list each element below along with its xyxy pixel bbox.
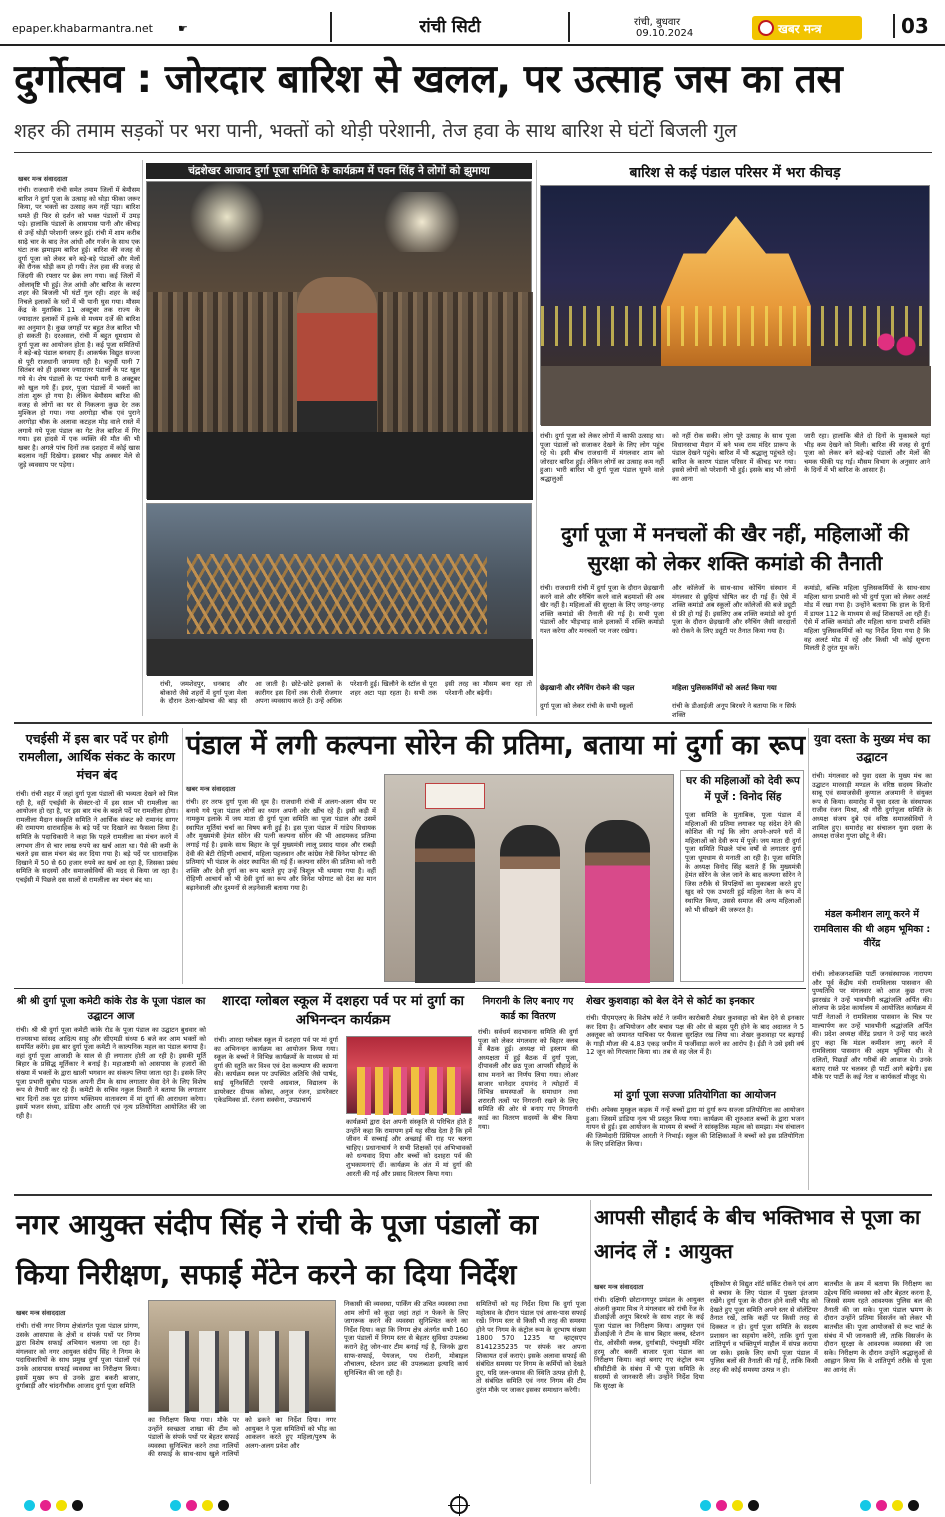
sajja-text: रांची। अपेक्स मुस्कुल कड़क में नन्हें बच्चों द्वारा मां दुर्गा रूप सज्जा प्रतियोगिता का आयोजन हुआ। जिसमें डांडिया नृत्य भी प्रस्तुत किया गया। कार्यक्रम की शुरुआत बच्चों के द्वारा भजन गायन से हुई। इस आयोजन के माध्यम से बच्चों ने सांस्कृतिक महत्व को समझा। मंच संचालन की जिम्मेदारी प्रिंसिपल आरती ने निभाई। स्कूल की शिक्षिकाओं ने बच्चों को इस प्रतियोगिता के लिए प्रशिक्षित किया। bbox=[586, 1106, 804, 1149]
sajja-headline: मां दुर्गा पूजा सज्जा प्रतियोगिता का आयोजन bbox=[614, 1090, 776, 1101]
commando-col3: कमांडो, बल्कि महिला पुलिसकर्मियों के साथ-साथ महिला थाना प्रभारी को भी दुर्गा पूजा को लेकर अलर्ट मोड में रखा गया है। उन्होंने बताया कि हाल के दिनों में डायल 112 के माध्यम से कई शिकायतें आ रही हैं। ऐसे में शक्ति कमांडो और महिला थाना प्रभारी शक्ति महिला पुलिसकर्मियों को यह निर्देश दिया गया है कि वह अलर्ट मोड में रहें और किसी भी कोई सूचना मिलती है तुरंत मूव करें। bbox=[804, 584, 930, 653]
magenta-dot-4 bbox=[876, 1500, 887, 1511]
officials bbox=[169, 1331, 317, 1413]
city-day: रांची, बुधवार bbox=[634, 17, 681, 28]
sharda-text-a: रांची। शारदा ग्लोबल स्कूल में दशहरा पर्व पर मां दुर्गा का अभिनन्दन कार्यक्रम का आयोजन किया गया। स्कूल के बच्चों ने विभिन्न कार्यक्रमों के माध्यम से मां दुर्गा की स्तुति कर विश्व एवं देश कल्याण की कामना की। कार्यक्रम स्थल पर उपस्थित अतिथि जैसे पार्षद, साई यूनिवर्सिटी एसपी अग्रवाल, विद्यालय के डायरेक्टर दीपक कोका, अनुज रंजन, डायरेक्टर एकेडमिक्स डॉ. रंजना सक्सेना, उपप्राचार्य bbox=[214, 1036, 338, 1105]
kalpana-headline: पंडाल में लगी कल्पना सोरेन की प्रतिमा, बताया मां दुर्गा का रूप bbox=[186, 730, 806, 761]
shekhar-headline: शेखर कुशवाहा को बेल देने से कोर्ट का इनकार bbox=[586, 996, 755, 1007]
lead-column-1: रांची। राजधानी रांची समेत तमाम जिलों में बेमौसम बारिश ने दुर्गा पूजा के उत्साह को थोड़ा फीका जरूर किया, पर भक्तों का उत्साह कम नहीं पड़ा। बारिश थमते ही फिर से दर्शन को भक्त पंडालों में उमड़ पड़े। हालांकि पंडालों के आसपास पानी और कीचड़ से उन्हें थोड़ी परेशानी जरूर हुई। रांची में शाम करीब साढ़े चार के बाद तेज आंधी और गर्जन के साथ एक घंटा तक झमाझम बारिश हुई। बारिश की वजह से दुर्गा पूजा को लेकर बने बड़े-बड़े पंडालों और मेलों की रौनक थोड़ी कम हो गयी। तेज हवा की वजह से जिंदगी की रफ्तार पर ब्रेक लग गया। कई जिलों में ओलावृष्टि भी हुई। तेज आंधी और बारिश के कारण शहर की बिजली भी घंटों गुल रही। शहर के कई निचले इलाकों के घरों में भी पानी घुस गया। मौसम केंद्र के मुताबिक 11 अक्टूबर तक राज्य के ज्यादातर इलाकों में हल्के से मध्यम दर्जे की बारिश का अनुमान है। कुछ जगहों पर बहुत तेज बारिश भी हो सकती है। दरअसल, रांची में बहुत धूमधाम से दुर्गा पूजा का आयोजन होता है। कई पूजा समितियों ने बड़े-बड़े पंडाल बनवाए हैं। आकर्षक विद्युत सज्जा से पूरी राजधानी जगमगा रही है। चतुर्थी यानी 7 सितंबर को ही इसबार ज्यादातर पंडालों के पट खुल गये थे। शेष पंडालों के पट पंचमी यानी 8 अक्टूबर को खुल गये हैं। इधर, पूजा पंडालों में भक्तों का तांता शुरू हो गया है। लेकिन बेमौसम बारिश की वजह से लोगों का घर से निकलना कुछ देर तक मुश्किल हो गया। नया अरगोड़ा चौक एवं पुराने अरगोड़ा चौक के अलावा कटहल मोड़ वाले रास्ते में लगाये गये पूजा पंडाल का गेट तेज बारिश में गिर गया। इस हादसे में एक व्यक्ति की मौत की भी खबर है। अगले पांच दिनों तक दशहरा में कोई खास बदलाव नहीं दिखेगा। इसबार भीड़ अक्सर मेले से जुड़े व्यवसाय पर पड़ेगा। bbox=[18, 186, 140, 469]
nagar-text-c: निकासी की व्यवस्था, पार्किंग की उचित व्यवस्था तथा आम लोगों को कूड़ा जहां तहां न फेकने के लिए जागरूक करने की व्यवस्था सुनिश्चित करने का निर्देश दिया। कहा कि निगम क्षेत्र अंतर्गत सभी 160 पूजा पंडालों में निगम स्तर से बेहतर सुविधा उपलब्ध कराने हेतु जोन-वार टीम बनाई गई है, जिनके द्वारा साफ-सफाई, पेयजल, पथ रोशनी, मोबाइल शौचालय, स्टेशन डस्ट की उपलब्धता इत्यादि कार्य सुनिश्चित की जा रही है। bbox=[344, 1300, 468, 1377]
black-dot-2 bbox=[218, 1500, 229, 1511]
commando-col2-sub: महिला पुलिसकर्मियों को अलर्ट किया गया bbox=[672, 684, 777, 692]
vrule-2 bbox=[536, 160, 537, 716]
black-dot-4 bbox=[908, 1500, 919, 1511]
vrule-4 bbox=[808, 728, 809, 1190]
section-rule-2 bbox=[14, 988, 806, 989]
cyan-dot-2 bbox=[170, 1500, 181, 1511]
dancers bbox=[357, 1067, 463, 1115]
section-title: रांची सिटी bbox=[419, 17, 481, 37]
yellow-dot bbox=[56, 1500, 67, 1511]
black-dot bbox=[72, 1500, 83, 1511]
ramleela-headline: एचईसी में इस बार पर्दे पर होगी रामलीला, आर्थिक संकट के कारण मंचन बंद bbox=[19, 731, 175, 782]
kalpana-text: रांची। हर तरफ दुर्गा पूजा की धूम है। राजधानी रांची में अलग-अलग थीम पर बनाये गये पूजा पंडाल लोगों का ध्यान अपनी ओर खींच रहे हैं। इसी कड़ी में नामकुम इलाके में जय माता दी दुर्गा पूजा समिति का पूजा पंडाल और उसमें स्थापित मूर्तियां चर्चा का विषय बनी हुई है। इस पूजा पंडाल में गांडेय विधायक और मुख्यमंत्री हेमंत सोरेन की पत्नी कल्पना सोरेन की भी आदमकद प्रतिमा लगाई गई है। इसके साथ बिहार के पूर्व मुख्यमंत्री लालू प्रसाद यादव और राबड़ी देवी की बेटी रोहिणी आचार्य, महिला पहलवान और कांग्रेस नेत्री विनेश फोगाट की प्रतिमाएं भी पंडाल के अंदर स्थापित की गई हैं। कल्पना सोरेन की प्रतिमा को नारी शक्ति और देवी दुर्गा का रूप बताते हुए उन्हें त्रिशूल भी थमाया गया है। वहीं रोहिणी आचार्य को भी देवी दुर्गा का रूप और विनेश फोगाट को देश का मान बढ़ानेवाली और दुश्मनों से लड़नेवाली बताया गया है। bbox=[186, 798, 376, 892]
photo2-caption: बारिश से कई पंडाल परिसर में भरा कीचड़ bbox=[629, 165, 841, 181]
section-label bbox=[330, 12, 570, 42]
yuva-text: रांची। मंगलवार को युवा दस्ता के मुख्य मंच का उद्घाटन मारवाड़ी मण्डल के वरिष्ठ सदस्य किशोर साबू एवं समाजसेवी कुणाल अजमानी ने संयुक्त रूप से किया। समारोह में युवा दस्ता के संस्थापक राजीव रंजन मिश्रा, श्री गौरी दुर्गापूजा समिति के अध्यक्ष संजय दुबे एवं वरिष्ठ समाजसेवियों ने शामिल हुए। समारोह का संचालन युवा दस्ता के अध्यक्ष राजेश गुप्ता छोटू ने की। bbox=[812, 772, 932, 841]
magenta-dot-2 bbox=[186, 1500, 197, 1511]
statue-1 bbox=[415, 815, 475, 983]
concert-photo bbox=[146, 181, 532, 499]
stage-light-1 bbox=[187, 182, 267, 252]
rvp-headline: मंडल कमीशन लागू करने में रामविलास की थी अहम भूमिका : वीरेंद्र bbox=[813, 909, 931, 949]
sharda-text-b: कार्यक्रमों द्वारा देश अपनी संस्कृति से परिचित होते हैं उन्होंने कहा कि रामायण हमें यह सीख देता है कि हमें जीवन में सच्चाई और अच्छाई की राह पर चलना चाहिए। प्रधानाचार्य ने सभी शिक्षकों एवं अभिभावकों को धन्यवाद दिया और बच्चों को दशहरा पर्व की शुभकामनाएं दीं। कार्यक्रम के अंत में मां दुर्गा की आरती की गई और प्रसाद वितरण किया गया। bbox=[346, 1118, 472, 1178]
commando-headline: दुर्गा पूजा में मनचलों की खैर नहीं, महिलाओं की सुरक्षा को लेकर शक्ति कमांडो की तैनाती bbox=[561, 522, 909, 575]
lead-subhead: शहर की तमाम सड़कों पर भरा पानी, भक्तों को थोड़ी परेशानी, तेज हवा के साथ बारिश से घंटों बिजली गुल bbox=[14, 120, 737, 142]
nagar-headline: नगर आयुक्त संदीप सिंह ने रांची के पूजा पंडालों का किया निरीक्षण, सफाई मेंटेन करने का दिया निर्देश bbox=[16, 1208, 539, 1291]
scaffold bbox=[187, 554, 487, 634]
yellow-dot-3 bbox=[732, 1500, 743, 1511]
lead-mid-text-a: रांची। दुर्गा पूजा को लेकर लोगों में काफी उत्साह था। पूजा पंडालों को सजाकर देखने के लिए लोग पहुंच रहे थे। इसी बीच राजधानी में मंगलवार शाम को जोरदार बारिश हुई। लेकिन लोगों का उत्साह कम नहीं हुआ। भारी बारिश भी दुर्गा पूजा पंडाल घूमने वाले श्रद्धालुओं bbox=[540, 432, 664, 483]
issue-date: 09.10.2024 bbox=[636, 28, 694, 39]
crosshair-icon bbox=[450, 1496, 468, 1514]
shekhar-text: रांची। पीएमएलए के विशेष कोर्ट ने जमीन कारोबारी शेखर कुशवाहा को बेल देने से इनकार कर दिया है। अभियोजन और बचाव पक्ष की ओर से बहस पूरी होने के बाद अदालत ने 5 अक्तूबर को जमानत याचिका पर फैसला सुरक्षित रख लिया था। शेखर कुशवाहा पर बड़गाईं के गाड़ी मौजा की 4.83 एकड़ जमीन में फर्जीवाड़ा करने का आरोप है। ईडी ने उसे इसी वर्ष 12 जून को गिरफ्तार किया था। तब से वह जेल में है। bbox=[586, 1014, 804, 1057]
commando-col1: रांची। राजधानी रांची में दुर्गा पूजा के दौरान छेड़खानी करने वाले और स्नैचिंग करने वाले बदमाशों की अब खैर नहीं है। महिलाओं की सुरक्षा के लिए जगह-जगह शक्ति कमांडो की तैनाती की गई है। सभी पूजा पंडालों और भीड़भाड़ वाले इलाकों में शक्ति कमांडो गश्त करेगा और मनचलों पर नजर रखेगा। bbox=[540, 584, 664, 635]
statues-photo bbox=[384, 774, 674, 982]
vrule-5 bbox=[590, 1200, 591, 1484]
lead-rule bbox=[14, 152, 932, 153]
muddy-ground bbox=[541, 366, 931, 426]
aapsi-byline: खबर मन्त्र संवाददाता bbox=[594, 1283, 644, 1291]
magenta-dot bbox=[40, 1500, 51, 1511]
commando-col1-tail: दुर्गा पूजा को लेकर रांची के सभी स्कूलों bbox=[540, 702, 633, 710]
brand-badge bbox=[752, 16, 862, 40]
fallen-gate-photo bbox=[146, 503, 532, 675]
epaper-url[interactable]: epaper.khabarmantra.net bbox=[12, 22, 153, 35]
commando-col1-sub: छेड़खानी और स्नैचिंग रोकने की पहल bbox=[540, 684, 635, 692]
yellow-dot-2 bbox=[202, 1500, 213, 1511]
inspection-photo bbox=[148, 1300, 336, 1412]
nigrani-headline: निगरानी के लिए बनाए गए कार्ड का वितरण bbox=[482, 996, 574, 1022]
aapsi-text-b: दृष्टिकोण से विद्युत शॉर्ट सर्किट रोकने एवं आग से बचाव के लिए पंडाल में पुख्ता इंतजाम रखेंगे। दुर्गा पूजा के दौरान होने वाली भीड़ को देखते हुए पूजा समिति अपने स्तर से वॉलेंटियर तैनात रखें, ताकि कहीं पर किसी तरह से दिक्कत न हो। दुर्गा पूजा समिति के सदस्य प्रशासन का सहयोग करेंगे, ताकि दुर्गा पूजा शांतिपूर्ण व भक्तिपूर्ण माहौल में संपन्न कराया जा सके। इसके लिए सभी पूजा पंडाल में पुलिस बलों की तैनाती की गई है, ताकि किसी तरह की कोई समस्या उत्पन्न न हो। bbox=[710, 1280, 818, 1374]
cursor-icon: ☛ bbox=[178, 22, 188, 35]
brand-name: खबर मन्त्र bbox=[778, 22, 822, 36]
vrule-1 bbox=[142, 160, 143, 716]
aapsi-text-a: रांची। दक्षिणी छोटानागपुर प्रमंडल के आयुक्त अंजनी कुमार मिश्र ने मंगलवार को रांची रेंज के डीआईजी अनूप बिरथरे के साथ शहर के कई पूजा पंडाल का निरीक्षण किया। आयुक्त एवं डीआईजी ने टीम के साथ बिहार क्लब, स्टेशन रोड, ओसीसी क्लब, दुर्गाबाड़ी, पंचमुखी मंदिर हरमू और बकरी बाजार पूजा पंडाल का निरीक्षण किया। कहां बनाए गए कंट्रोल रूम सीसीटीवी के संबंध में भी पूजा समिति के सदस्यों से जानकारी ली। उन्होंने निर्देश दिया कि सुरक्षा के bbox=[594, 1296, 704, 1390]
stage-light-2 bbox=[377, 192, 467, 252]
kalpana-box bbox=[680, 770, 804, 982]
statue-3 bbox=[585, 820, 650, 983]
page-number: 03 bbox=[893, 14, 929, 38]
photo1-caption: चंद्रशेखर आजाद दुर्गा पूजा समिति के कार्यक्रम में पवन सिंह ने लोगों को झुमाया bbox=[146, 163, 532, 179]
yuva-headline: युवा दस्ता के मुख्य मंच का उद्घाटन bbox=[813, 732, 931, 764]
black-dot-3 bbox=[748, 1500, 759, 1511]
commando-col2-tail: रांची के डीआईजी अनूप बिरथरे ने बताया कि न सिर्फ शक्ति bbox=[672, 702, 796, 719]
pandal-night-photo bbox=[540, 185, 930, 425]
cyan-dot-3 bbox=[700, 1500, 711, 1511]
kanke-headline: श्री श्री दुर्गा पूजा कमेटी कांके रोड के पूजा पंडाल का उद्घाटन आज bbox=[16, 996, 206, 1022]
cyan-dot-4 bbox=[860, 1500, 871, 1511]
nagar-text-d: समितियों को यह निर्देश दिया कि दुर्गा पूजा महोत्सव के दौरान पंडाल एवं आस-पास सफाई रखें। निगम स्तर से किसी भी तरह की समस्या होने पर निगम के कंट्रोल रूम के दूरभाष संख्या 1800 570 1235 या व्हाट्सएप 8141235235 पर संपर्क कर अपना शिकायत दर्ज कराएं। इसके अलावा सफाई की संबंधित समस्या पर निगम के कर्मियों को देखते हुए, यदि जल-जमाव की स्थिति उत्पन्न होती है, तो संबंधित समिति एवं नगर निगम की टीम तुरंत मौके पर जाकर इसका समाधान करेगी। bbox=[476, 1300, 586, 1394]
nagar-text-mid: का निरीक्षण किया गया। मौके पर उन्होंने स्वच्छता शाखा की टीम को पंडालों के संपर्क पथों पर बेहतर सफाई व्यवस्था सुनिश्चित करने तथा नालियों की सफाई के साथ-साथ खुले नालियों को ढकने का निर्देश दिया। नगर आयुक्त ने पूजा समितियों को भीड़ का आकलन करते हुए महिला/पुरुष के अलग-अलग प्रवेश और bbox=[148, 1416, 336, 1459]
banner bbox=[425, 783, 485, 809]
kalpana-box-title: घर की महिलाओं को देवी रूप में पूजें : विनोद सिंह bbox=[686, 775, 800, 803]
commando-col2: और कॉलेजों के साथ-साथ कोचिंग संस्थान में मंगलवार से छुट्टियां घोषित कर दी गई हैं। ऐसे में शक्ति कमांडो अब स्कूलों और कॉलेजों की बजे ड्यूटी से फ्री हो गई हैं। इसलिए अब शक्ति कमांडो को दुर्गा पूजा के दौरान छेड़खानी और स्नैचिंग जैसी वारदातों को रोकने के लिए ड्यूटी पर तैनात किया गया है। bbox=[672, 584, 796, 635]
ramleela-text: रांची। रांची शहर में जहां दुर्गा पूजा पंडालों की भव्यता देखने को मिल रही है, वहीं एचईसी के सेक्टर-दो में इस साल भी रामलीला का आयोजन हो रहा है, पर इस बार मंच के बदले पर्दे पर रामलीला होगा। रामलीला मैदान संस्कृति समिति ने आर्थिक संकट को रामानंद सागर की रामायण धारावाहिक के बड़े पर्दे पर दिखाने का फैसला लिया है। समिति के पदाधिकारी ने कहा कि पहले रामलीला का मंचन करने में लगभग तीन से चार लाख रुपये का खर्च आता था। पैसे की कमी के चलते इस साल मंचन बंद कर दिया गया है। बड़े पर्दे पर धारावाहिक दिखाने में 50 से 60 हजार रुपये का खर्च आ रहा है, जिसका प्रबंध समिति के सदस्यों और समाजसेवियों की मदद से किया जा रहा है। एचईसी में पिछले दस सालों से रामलीला का मंचन बंद था। bbox=[16, 790, 178, 884]
masthead-bar bbox=[0, 0, 945, 46]
school-stage-photo bbox=[346, 1036, 472, 1114]
nagar-text-left: रांची। रांची नगर निगम क्षेत्रांतर्गत पूजा पंडाल प्रांगण, उसके आसपास के क्षेत्रों व संपर्क पथों पर निगम द्वारा विशेष सफाई अभियान चलाया जा रहा है। मंगलवार को नगर आयुक्त संदीप सिंह ने निगम के पदाधिकारियों के साथ प्रमुख दुर्गा पूजा पंडालों एवं उनके आसपास सफाई व्यवस्था का निरीक्षण किया। इसमें मुख्य रूप से उनके द्वारा बकरी बाजार, दुर्गाबाड़ी और चांदनीचौक आजाद दुर्गा पूजा समिति bbox=[16, 1322, 140, 1391]
kalpana-byline: खबर मन्त्र संवाददाता bbox=[186, 785, 236, 793]
section-rule-3 bbox=[14, 1194, 932, 1196]
aapsi-text-c: बातचीत के क्रम में बताया कि निरीक्षण का उद्देश्य विधि व्यवस्था को और बेहतर करना है, जिससे समय रहते आवश्यक पुलिस बल की तैनाती की जा सके। पूजा पंडाल भ्रमण के दौरान उन्होंने प्रतिमा विसर्जन को लेकर भी बातचीत की। पूजा आयोजकों से रूट चार्ट के संबंध में भी जानकारी ली, ताकि विसर्जन के दौरान सुरक्षा के आवश्यक व्यवस्था की जा सके। निरीक्षण के दौरान उन्होंने श्रद्धालुओं से आह्वान किया कि वे शांतिपूर्ण तरीके से पूजा का आनंद लें। bbox=[824, 1280, 932, 1374]
lead-byline: खबर मन्त्र संवाददाता bbox=[18, 175, 68, 183]
kalpana-box-text: पूजा समिति के मुताबिक, पूजा पंडाल में महिलाओं की प्रतिमा लगाकर यह संदेश देने की कोशिश की गई कि लोग अपने-अपने घरों में महिलाओं को देवी रूप में पूजें। जय माता दी दुर्गा पूजा समिति पिछले पांच वर्षों से लगातार दुर्गा पूजा धूमधाम से मनाती आ रही है। पूजा समिति के अध्यक्ष विनोद सिंह बताते हैं कि मुख्यमंत्री हेमंत सोरेन के जेल जाने के बाद कल्पना सोरेन ने जिस तरीके से विपक्षियों का मुकाबला करते हुए खुद को एक उभरती हुई महिला नेता के रूप में स्थापित किया, उससे समाज की अन्य महिलाओं को भी सीखने की जरूरत है। bbox=[685, 811, 801, 914]
street bbox=[147, 639, 533, 676]
yellow-dot-4 bbox=[892, 1500, 903, 1511]
lead-bottom-caption: रांची, जमशेदपुर, धनबाद और बोकारो जैसे शहरों में दुर्गा पूजा मेला के दौरान ठेला-खोमचा की बाड़ सी आ जाती है। छोटे-छोटे इलाकों के कारीगर इस दिनों तक रोजी रोजगार अपना व्यवसाय करते हैं। उन्हें अधिक परेशानी हुई। खिलौने के स्टॉल से पूरा शहर अटा पड़ा रहता है। सभी तक इसी तरह का मौसम बना रहा तो परेशानी और बढ़ेगी। bbox=[160, 680, 532, 706]
lead-mid-text-b: को नहीं रोक सकी। लोग पूरे उत्साह के साथ पूजा विधानसभा मैदान में बने भव्य राम मंदिर प्रारूप के पंडाल देखने पहुंचे। बारिश में भी श्रद्धालु पहुंचते रहे। बारिश के कारण पंडाल परिसर में कीचड़ भर गया। इससे लोगों को परेशानी भी हुई। इसके बाद भी लोगों का आना bbox=[672, 432, 796, 483]
rvp-text: रांची। लोकजनशक्ति पार्टी जनसंस्थापक नारायण और पूर्व केंद्रीय मंत्री रामविलास पासवान की पुण्यतिथि पर मंगलवार को आज कुछ राज्य झारखंड ने उन्हें भावभीनी श्रद्धांजलि अर्पित की। लोजपा के प्रदेश कार्यालय में आयोजित कार्यक्रम में पार्टी नेताओं ने रामविलास पासवान के चित्र पर माल्यार्पण कर उन्हें भावभीनी श्रद्धांजलि अर्पित की। प्रदेश अध्यक्ष वीरेंद्र प्रधान ने उन्हें याद करते हुए कहा कि मंडल कमीशन लागू करने में रामविलास पासवान की अहम भूमिका थी। वे दलितों, पिछड़ों और गरीबों की आवाज थे। उनके बताए रास्ते पर चलकर ही पार्टी आगे बढ़ेगी। इस मौके पर पार्टी के कई नेता व कार्यकर्ता मौजूद थे। bbox=[812, 970, 932, 1082]
cyan-dot bbox=[24, 1500, 35, 1511]
nagar-byline: खबर मन्त्र संवाददाता bbox=[16, 1309, 66, 1317]
nigrani-text: रांची। सर्वधर्म सदभावना समिति की दुर्गा पूजा को लेकर मंगलवार को बिहार क्लब में बैठक हुई। अध्यक्ष मो इस्लाम की अध्यक्षता में हुई बैठक में दुर्गा पूजा, दीपावली और छठ पूजा आपसी सौहार्द के साथ मनाने का निर्णय लिया गया। लोअर बाजार थानेदार दयानंद ने त्योहारों में विभिन्न समस्याओं के समाधान तथा शरारती तत्वों पर निगरानी रखने के लिए समिति की ओर से बनाए गए निगरानी कार्ड का वितरण सदस्यों के बीच किया गया। bbox=[478, 1028, 578, 1131]
lead-headline: दुर्गोत्सव : जोरदार बारिश से खलल, पर उत्साह जस का तस bbox=[14, 57, 843, 102]
lead-mid-text-c: जारी रहा। हालांकि बीते दो दिनों के मुकाबले यहां भीड़ कम देखने को मिली। बारिश की वजह से दुर्गा पूजा को लेकर बने बड़े-बड़े पंडालों और मेलों की चमक फीकी पड़ गई। मौसम विभाग के अनुसार आने के दिनों में भी बारिश के आसार हैं। bbox=[804, 432, 930, 475]
sharda-headline: शारदा ग्लोबल स्कूल में दशहरा पर्व पर मां दुर्गा का अभिनन्दन कार्यक्रम bbox=[222, 993, 464, 1028]
balloons bbox=[871, 326, 921, 366]
brand-logo-icon bbox=[758, 20, 774, 36]
stage-floor bbox=[147, 432, 533, 500]
vrule-3 bbox=[182, 728, 183, 984]
footer-bar bbox=[0, 1494, 945, 1517]
statue-2 bbox=[500, 825, 560, 983]
kanke-text: रांची। श्री श्री दुर्गा पूजा कमेटी कांके रोड के पूजा पंडाल का उद्घाटन बुधवार को राज्यसभा सांसद आदित्य साहू और सीएमडी संध्या 6 बजे कर आम भक्तों को समर्पित करेंगे। इस बार दुर्गा पूजा कमेटी ने काल्पनिक महल का पंडाल बनाया है। वहां दुर्गा पूजा आजादी के साल से ही लगातार होती आ रही है। इसकी मूर्ति बिहार के प्रसिद्ध मूर्तिकार ने बनाई है। महाअष्टमी को आसपास के हजारों की संख्या में भक्तों के द्वारा खाली भगवान का संकल्प लिया जाता रहा है। इसके लिए पूजा प्रभारी सुबोध पाठक अपनी टीम के साथ लगातार सेवा देने के लिए विशेष रूप से तैयारी कर रहे हैं। कमेटी के सचिव नकुल तिवारी ने बताया कि लगातार चार दिनों तक पूरा प्रांगण भक्तिमय वातावरण में मां दुर्गा की आराधना करेगा। इसमें भजन संध्या, डांडिया और आरती एवं नृत्य प्रतियोगिता आयोजित की जा रही है। bbox=[16, 1026, 206, 1120]
magenta-dot-3 bbox=[716, 1500, 727, 1511]
aapsi-headline: आपसी सौहार्द के बीच भक्तिभाव से पूजा का आनंद लें : आयुक्त bbox=[594, 1205, 921, 1263]
section-rule-1 bbox=[14, 722, 932, 724]
